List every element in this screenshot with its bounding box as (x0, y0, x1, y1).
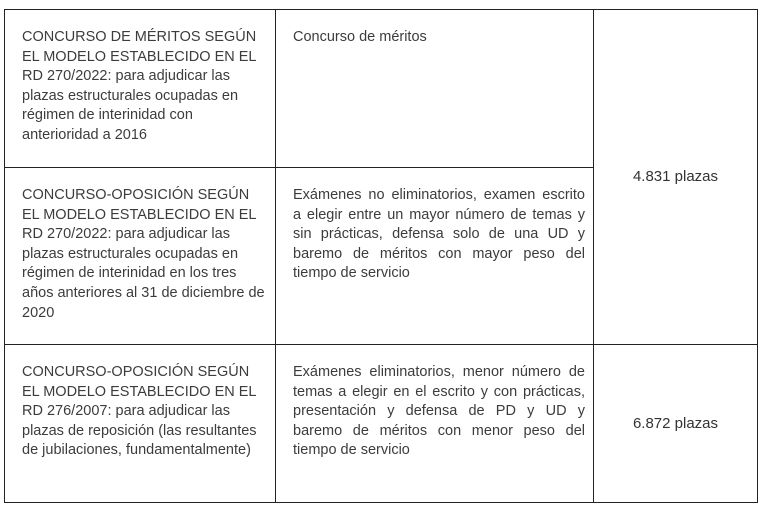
procedures-table (4, 9, 758, 503)
procedure-type-cell (5, 10, 276, 168)
procedure-description-text: Exámenes no eliminatorios, examen escrito a elegir entre un mayor número de temas y sin prácticas, defensa solo de una UD y baremo de méritos con mayor peso del tiempo de servicio (293, 187, 585, 282)
procedure-description-text: Concurso de méritos (293, 29, 427, 45)
procedure-description-text: Exámenes eliminatorios, menor número de temas a elegir en el escrito y con prácticas, presentación y defensa de PD y UD y baremo de méritos con menor peso del tiempo de servicio (293, 364, 585, 459)
plazas-cell (594, 10, 758, 345)
table-row (5, 345, 758, 503)
procedure-type-text: CONCURSO-OPOSICIÓN SEGÚN EL MODELO ESTABLECIDO EN EL RD 270/2022: para adjudicar las plazas estructurales ocupadas en régimen de interinidad en los tres años anteriores al 31 de diciembre de 2020 (22, 187, 265, 321)
procedure-type-text: CONCURSO DE MÉRITOS SEGÚN EL MODELO ESTABLECIDO EN EL RD 270/2022: para adjudicar las plazas estructurales ocupadas en régimen de interinidad con anterioridad a 2016 (22, 29, 257, 143)
procedure-type-cell (5, 168, 276, 345)
plazas-count: 6.872 plazas (632, 414, 719, 432)
procedure-description-cell (276, 168, 594, 345)
procedure-type-text: CONCURSO-OPOSICIÓN SEGÚN EL MODELO ESTABLECIDO EN EL RD 276/2007: para adjudicar las plazas de reposición (las resultantes de jubilaciones, fundamentalmente) (22, 364, 257, 459)
plazas-cell (594, 345, 758, 503)
procedure-description-cell (276, 345, 594, 503)
procedure-type-cell (5, 345, 276, 503)
table-row (5, 10, 758, 168)
procedure-description-cell (276, 10, 594, 168)
plazas-count: 4.831 plazas (632, 168, 719, 186)
